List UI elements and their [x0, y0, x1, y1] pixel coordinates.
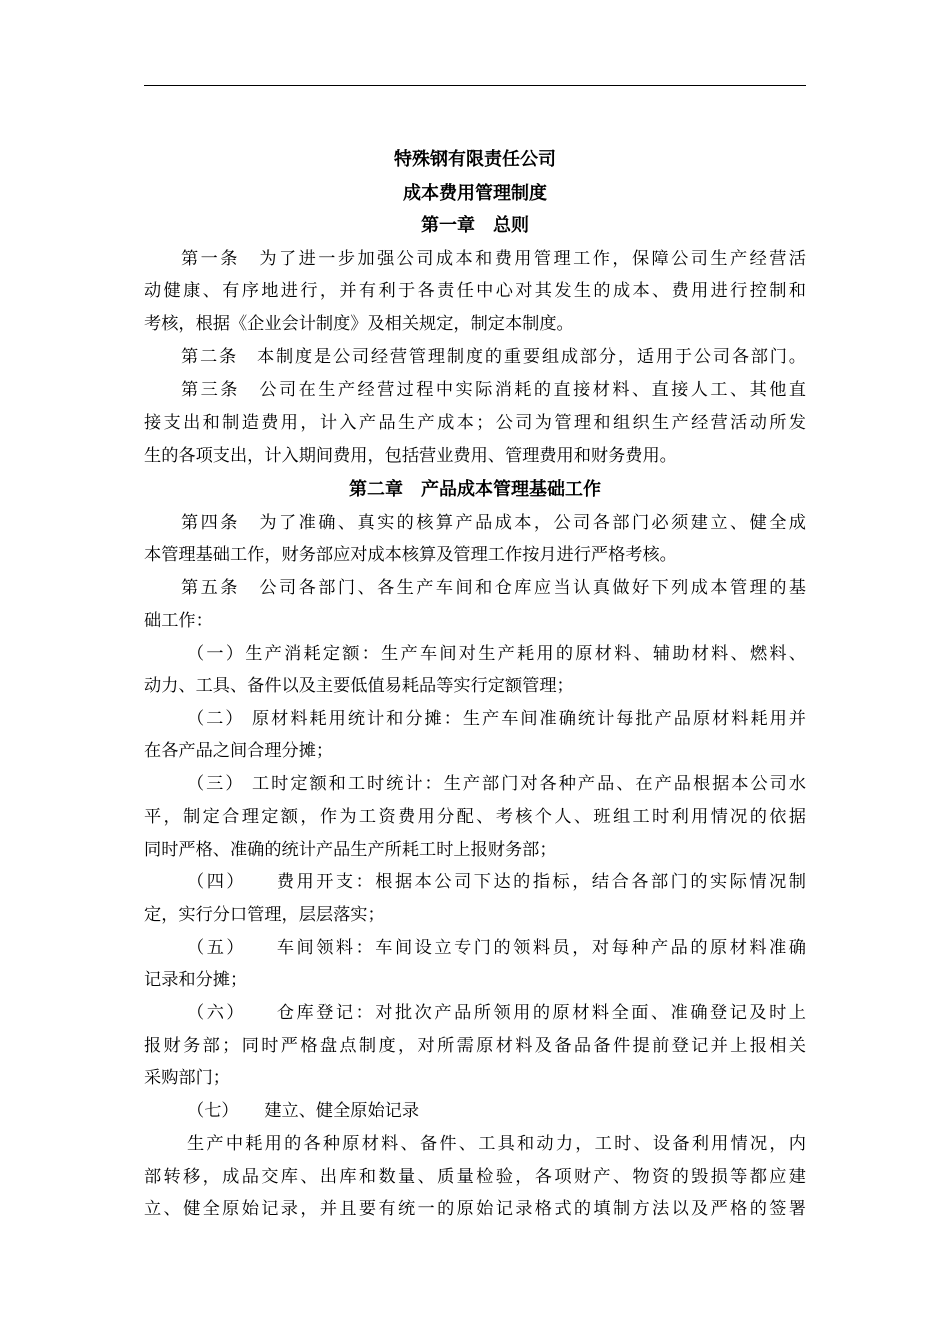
text-line: （四） 费用开支：根据本公司下达的指标，结合各部门的实际情况制: [187, 872, 806, 892]
text-line: 础工作：: [144, 611, 213, 631]
text-line: 动健康、有序地进行，并有利于各责任中心对其发生的成本、费用进行控制和: [144, 281, 806, 301]
text-line: （一）生产消耗定额：生产车间对生产耗用的原材料、辅助材料、燃料、: [187, 644, 806, 664]
header-rule: [144, 85, 806, 86]
text-line: 动力、工具、备件以及主要低值易耗品等实行定额管理；: [144, 676, 574, 696]
text-line: 在各产品之间合理分摊；: [144, 741, 334, 761]
text-line: （五） 车间领料：车间设立专门的领料员，对每种产品的原材料准确: [187, 938, 806, 958]
chapter-2-heading: 第二章 产品成本管理基础工作: [349, 479, 601, 500]
text-line: 第一条 为了进一步加强公司成本和费用管理工作，保障公司生产经营活: [181, 249, 806, 269]
text-line: 接支出和制造费用，计入产品生产成本；公司为管理和组织生产经营活动所发: [144, 413, 806, 433]
text-line: 第三条 公司在生产经营过程中实际消耗的直接材料、直接人工、其他直: [181, 380, 806, 400]
text-line: （三） 工时定额和工时统计：生产部门对各种产品、在产品根据本公司水: [187, 774, 806, 794]
text-line: 第五条 公司各部门、各生产车间和仓库应当认真做好下列成本管理的基: [181, 578, 806, 598]
text-line: 本管理基础工作，财务部应对成本核算及管理工作按月进行严格考核。: [144, 545, 677, 565]
text-line: 第二条 本制度是公司经营管理制度的重要组成部分，适用于公司各部门。: [181, 347, 806, 367]
text-line: 立、健全原始记录，并且要有统一的原始记录格式的填制方法以及严格的签署: [144, 1199, 806, 1219]
text-line: （七） 建立、健全原始记录: [187, 1101, 420, 1121]
text-line: 定，实行分口管理，层层落实；: [144, 905, 385, 925]
text-line: 记录和分摊；: [144, 970, 248, 990]
document-title: 成本费用管理制度: [403, 183, 547, 204]
text-line: （六） 仓库登记：对批次产品所领用的原材料全面、准确登记及时上: [187, 1003, 806, 1023]
text-line: 部转移，成品交库、出库和数量、质量检验，各项财产、物资的毁损等都应建: [144, 1167, 806, 1187]
text-line: 平，制定合理定额，作为工资费用分配、考核个人、班组工时利用情况的依据: [144, 807, 806, 827]
text-line: 采购部门；: [144, 1068, 230, 1088]
company-title: 特殊钢有限责任公司: [394, 149, 556, 170]
text-line: 第四条 为了准确、真实的核算产品成本，公司各部门必须建立、健全成: [181, 513, 806, 533]
text-line: 报财务部；同时严格盘点制度，对所需原材料及备品备件提前登记并上报相关: [144, 1036, 806, 1056]
text-line: 同时严格、准确的统计产品生产所耗工时上报财务部；: [144, 840, 557, 860]
text-line: 考核，根据《企业会计制度》及相关规定，制定本制度。: [144, 314, 574, 334]
chapter-1-heading: 第一章 总则: [421, 215, 529, 236]
text-line: （二） 原材料耗用统计和分摊：生产车间准确统计每批产品原材料耗用并: [187, 709, 806, 729]
text-line: 生的各项支出，计入期间费用，包括营业费用、管理费用和财务费用。: [144, 446, 677, 466]
text-line: 生产中耗用的各种原材料、备件、工具和动力，工时、设备利用情况，内: [187, 1134, 806, 1154]
